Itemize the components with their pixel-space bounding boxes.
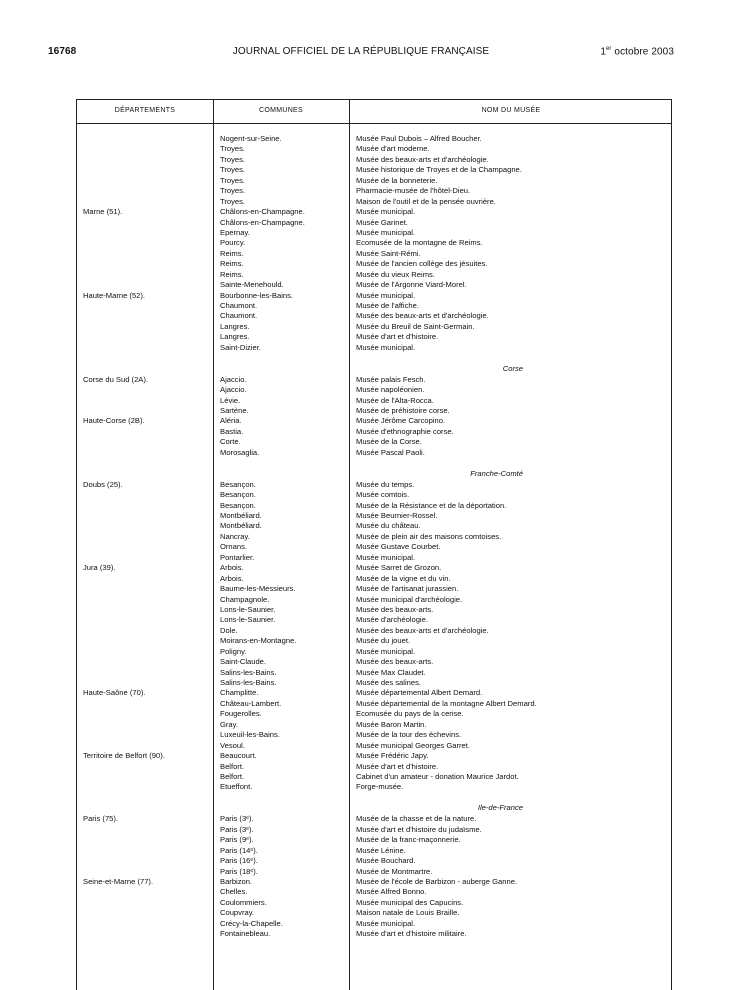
- commune-cell: Besançon.: [220, 479, 256, 489]
- musee-cell: Musée municipal.: [356, 646, 416, 656]
- region-heading: Ile-de-France: [477, 803, 523, 813]
- region-heading-row: [77, 469, 673, 480]
- commune-cell: Paris (16ᵉ).: [220, 856, 258, 866]
- musee-cell: Musée de la vigne et du vin.: [356, 573, 451, 583]
- table-row: [77, 385, 673, 395]
- commune-cell: Nancray.: [220, 531, 250, 541]
- musee-cell: Musée du jouet.: [356, 636, 411, 646]
- musee-cell: Musée du vieux Reims.: [356, 269, 435, 279]
- commune-cell: Chaumont.: [220, 311, 258, 321]
- table-row: [77, 155, 673, 165]
- commune-cell: Troyes.: [220, 165, 246, 175]
- departement-cell: Haute-Marne (52).: [83, 290, 146, 300]
- musee-cell: Musée comtois.: [356, 490, 410, 500]
- commune-cell: Poligny.: [220, 646, 247, 656]
- commune-cell: Nogent-sur-Seine.: [220, 134, 282, 143]
- musee-cell: Musée municipal.: [356, 552, 416, 562]
- commune-cell: Châlons-en-Champagne.: [220, 217, 305, 227]
- commune-cell: Sainte-Menehould.: [220, 280, 284, 290]
- table-row: [77, 322, 673, 332]
- musee-cell: Musée d'art et d'histoire du judaïsme.: [356, 824, 482, 834]
- musee-cell: Musée de la Corse.: [356, 437, 422, 447]
- musee-cell: Musée de Montmartre.: [356, 866, 433, 876]
- musee-cell: Musée Baron Martin.: [356, 719, 427, 729]
- musee-cell: Musée du château.: [356, 521, 421, 531]
- commune-cell: Reims.: [220, 269, 244, 279]
- region-spacer: [77, 458, 673, 469]
- table-row: [77, 678, 673, 688]
- table-row: [77, 825, 673, 835]
- musee-cell: Cabinet d'un amateur - donation Maurice Jardot.: [356, 771, 519, 781]
- commune-cell: Châlons-en-Champagne.: [220, 207, 305, 217]
- musee-cell: Musée d'art et d'histoire militaire.: [356, 929, 467, 939]
- commune-cell: Epernay.: [220, 227, 250, 237]
- musee-cell: Musée historique de Troyes et de la Champagne.: [356, 165, 522, 175]
- table-row: [77, 291, 673, 301]
- table-row: [77, 448, 673, 458]
- musee-cell: Musée des beaux-arts.: [356, 657, 434, 667]
- table-row: [77, 626, 673, 636]
- musee-cell: Musée Gustave Courbet.: [356, 542, 441, 552]
- musee-cell: Musée Garinet.: [356, 217, 408, 227]
- table-row: [77, 396, 673, 406]
- commune-cell: Saint-Claude.: [220, 657, 267, 667]
- issue-date-sup: er: [605, 46, 612, 52]
- commune-cell: Fougerolles.: [220, 709, 262, 719]
- table-row: [77, 929, 673, 939]
- table-row: [77, 814, 673, 824]
- musee-cell: Musée municipal des Capucins.: [356, 897, 464, 907]
- commune-cell: Paris (3ᵉ).: [220, 814, 254, 824]
- departement-cell: Haute-Saône (70).: [83, 688, 146, 698]
- musee-cell: Ecomusée du pays de la cerise.: [356, 709, 464, 719]
- header-divider: [77, 123, 671, 124]
- commune-cell: Etueffont.: [220, 782, 253, 792]
- musee-cell: Musée de l'affiche.: [356, 301, 419, 310]
- table-row: [77, 343, 673, 353]
- commune-cell: Besançon.: [220, 490, 256, 500]
- table-row: [77, 437, 673, 447]
- issue-date-rest: octobre 2003: [611, 46, 674, 58]
- column-header-musee: NOM DU MUSÉE: [481, 107, 541, 114]
- commune-cell: Besançon.: [220, 500, 256, 510]
- commune-cell: Belfort.: [220, 771, 245, 781]
- commune-cell: Paris (14ᵉ).: [220, 845, 258, 855]
- commune-cell: Barbizon.: [220, 876, 253, 886]
- table-row: [77, 521, 673, 531]
- departement-cell: Marne (51).: [83, 207, 123, 217]
- table-row: [77, 511, 673, 521]
- musee-cell: Musée Bouchard.: [356, 856, 416, 866]
- commune-cell: Lons-le-Saunier.: [220, 615, 276, 625]
- table-row: [77, 709, 673, 719]
- musee-cell: Musée du Breuil de Saint-Germain.: [356, 321, 475, 331]
- table-row: [77, 238, 673, 248]
- musee-cell: Musée de l'Alta-Rocca.: [356, 395, 434, 405]
- musee-cell: Musée de la chasse et de la nature.: [356, 814, 477, 824]
- musee-cell: Musée d'archéologie.: [356, 615, 428, 625]
- table-row: [77, 249, 673, 259]
- musee-cell: Musée de l'ancien collège des jésuites.: [356, 259, 488, 269]
- commune-cell: Saint-Dizier.: [220, 342, 261, 352]
- commune-cell: Langres.: [220, 332, 250, 342]
- table-row: [77, 542, 673, 552]
- table-row: [77, 532, 673, 542]
- table-row: [77, 406, 673, 416]
- commune-cell: Corte.: [220, 437, 241, 447]
- musee-cell: Musée municipal d'archéologie.: [356, 594, 463, 604]
- column-header-departements: DÉPARTEMENTS: [114, 107, 176, 114]
- table-row: [77, 741, 673, 751]
- table-row: [77, 762, 673, 772]
- commune-cell: Troyes.: [220, 175, 246, 185]
- commune-cell: Paris (18ᵉ).: [220, 866, 258, 876]
- table-row: [77, 553, 673, 563]
- musee-cell: Musée Beurnier-Rossel.: [356, 511, 438, 520]
- commune-cell: Lévie.: [220, 395, 241, 405]
- commune-cell: Troyes.: [220, 196, 246, 206]
- table-row: [77, 228, 673, 238]
- commune-cell: Lons-le-Saunier.: [220, 604, 276, 614]
- table-row: [77, 584, 673, 594]
- commune-cell: Paris (3ᵉ).: [220, 824, 254, 834]
- commune-cell: Chelles.: [220, 887, 248, 897]
- commune-cell: Vesoul.: [220, 740, 245, 750]
- region-heading: Franche-Comté: [470, 468, 523, 478]
- table-row: [77, 846, 673, 856]
- region-spacer: [77, 793, 673, 804]
- musee-cell: Musée départemental Albert Demard.: [356, 688, 483, 698]
- commune-cell: Château-Lambert.: [220, 698, 282, 708]
- commune-cell: Coupvray.: [220, 908, 255, 918]
- commune-cell: Aléria.: [220, 416, 242, 426]
- musee-cell: Musée de la tour des échevins.: [356, 730, 462, 740]
- musee-cell: Musée municipal.: [356, 918, 416, 928]
- table-body: [77, 134, 673, 940]
- commune-cell: Troyes.: [220, 186, 246, 196]
- table-row: [77, 280, 673, 290]
- musee-cell: Musée d'art moderne.: [356, 144, 430, 154]
- table-row: [77, 186, 673, 196]
- departement-cell: Doubs (25).: [83, 479, 123, 489]
- musee-cell: Musée des beaux-arts et d'archéologie.: [356, 625, 489, 635]
- departement-cell: Jura (39).: [83, 563, 116, 573]
- table-row: [77, 856, 673, 866]
- musee-cell: Pharmacie-musée de l'hôtel-Dieu.: [356, 186, 471, 196]
- table-row: [77, 668, 673, 678]
- page-header: [48, 46, 674, 60]
- column-header-communes: COMMUNES: [258, 107, 303, 114]
- commune-cell: Reims.: [220, 248, 244, 258]
- table-row: [77, 919, 673, 929]
- musee-cell: Musée Pascal Paoli.: [356, 447, 425, 457]
- musee-cell: Musée de la bonneterie.: [356, 175, 438, 185]
- issue-date-day: 1: [600, 46, 606, 58]
- region-spacer: [77, 353, 673, 364]
- commune-cell: Crécy-la-Chapelle.: [220, 918, 283, 928]
- musee-cell: Musée Frédéric Japy.: [356, 751, 429, 761]
- departement-cell: Corse du Sud (2A).: [83, 374, 148, 384]
- commune-cell: Bastia.: [220, 426, 244, 436]
- table-row: [77, 751, 673, 761]
- departement-cell: Seine-et-Marne (77).: [83, 876, 154, 886]
- musee-cell: Musée d'ethnographie corse.: [356, 426, 454, 436]
- musee-cell: Musée de l'école de Barbizon - auberge Ganne.: [356, 876, 518, 886]
- commune-cell: Ajaccio.: [220, 374, 247, 384]
- table-row: [77, 311, 673, 321]
- musee-cell: Musée des beaux-arts et d'archéologie.: [356, 154, 489, 164]
- table-row: [77, 835, 673, 845]
- table-row: [77, 605, 673, 615]
- commune-cell: Dole.: [220, 625, 238, 635]
- commune-cell: Salins-les-Bains.: [220, 678, 277, 687]
- musee-cell: Musée départemental de la montagne Albert Demard.: [356, 698, 537, 708]
- commune-cell: Reims.: [220, 259, 244, 269]
- musee-cell: Musée des beaux-arts et d'archéologie.: [356, 311, 489, 321]
- table-row: [77, 480, 673, 490]
- musee-cell: Musée Paul Dubois – Alfred Boucher.: [356, 134, 482, 143]
- musee-cell: Musée de l'artisanat jurassien.: [356, 584, 459, 594]
- musee-cell: Maison de l'outil et de la pensée ouvrière.: [356, 196, 496, 206]
- commune-cell: Pontarlier.: [220, 552, 255, 562]
- musee-cell: Musée de l'Argonne Viard-Morel.: [356, 280, 467, 290]
- commune-cell: Montbéliard.: [220, 511, 262, 520]
- musee-cell: Musée de plein air des maisons comtoises.: [356, 531, 502, 541]
- table-row: [77, 908, 673, 918]
- table-row: [77, 574, 673, 584]
- departement-cell: Territoire de Belfort (90).: [83, 751, 165, 761]
- table-row: [77, 647, 673, 657]
- table-row: [77, 782, 673, 792]
- musee-cell: Musée municipal.: [356, 207, 416, 217]
- region-heading: Corse: [502, 363, 523, 373]
- musee-cell: Musée Max Claudet.: [356, 667, 426, 677]
- table-row: [77, 270, 673, 280]
- commune-cell: Moirans-en-Montagne.: [220, 636, 297, 646]
- table-row: [77, 730, 673, 740]
- table-row: [77, 259, 673, 269]
- issue-date: [600, 46, 674, 57]
- musee-cell: Musée Sarret de Grozon.: [356, 563, 442, 573]
- musee-cell: Musée municipal Georges Garret.: [356, 740, 470, 750]
- table-row: [77, 218, 673, 228]
- table-row: [77, 699, 673, 709]
- commune-cell: Chaumont.: [220, 301, 258, 310]
- musee-cell: Musée municipal.: [356, 290, 416, 300]
- table-row: [77, 877, 673, 887]
- table-row: [77, 720, 673, 730]
- musee-cell: Musée d'art et d'histoire.: [356, 761, 439, 771]
- region-heading-row: [77, 364, 673, 375]
- table-row: [77, 657, 673, 667]
- table-row: [77, 197, 673, 207]
- table-row: [77, 427, 673, 437]
- table-row: [77, 144, 673, 154]
- musee-cell: Musée napoléonien.: [356, 385, 425, 395]
- commune-cell: Champagnole.: [220, 594, 270, 604]
- commune-cell: Coulommiers.: [220, 897, 267, 907]
- museum-table: [76, 99, 672, 990]
- musee-cell: Forge-musée.: [356, 782, 404, 792]
- table-row: [77, 134, 673, 144]
- table-row: [77, 375, 673, 385]
- table-row: [77, 332, 673, 342]
- musee-cell: Musée d'art et d'histoire.: [356, 332, 439, 342]
- table-row: [77, 615, 673, 625]
- commune-cell: Champlitte.: [220, 688, 259, 698]
- commune-cell: Salins-les-Bains.: [220, 667, 277, 677]
- commune-cell: Langres.: [220, 321, 250, 331]
- commune-cell: Bourbonne-les-Bains.: [220, 290, 294, 300]
- table-row: [77, 165, 673, 175]
- musee-cell: Musée des salines.: [356, 678, 422, 687]
- musee-cell: Musée de préhistoire corse.: [356, 406, 450, 415]
- table-row: [77, 688, 673, 698]
- musee-cell: Musée municipal.: [356, 342, 416, 352]
- departement-cell: Paris (75).: [83, 814, 119, 824]
- commune-cell: Gray.: [220, 719, 239, 729]
- table-row: [77, 563, 673, 573]
- commune-cell: Montbéliard.: [220, 521, 262, 531]
- commune-cell: Arbois.: [220, 573, 244, 583]
- table-row: [77, 772, 673, 782]
- table-row: [77, 490, 673, 500]
- table-row: [77, 595, 673, 605]
- commune-cell: Ornans.: [220, 542, 248, 552]
- table-row: [77, 887, 673, 897]
- commune-cell: Troyes.: [220, 144, 246, 154]
- musee-cell: Musée Alfred Bonno.: [356, 887, 427, 897]
- musee-cell: Musée Jérôme Carcopino.: [356, 416, 446, 426]
- table-row: [77, 898, 673, 908]
- musee-cell: Musée palais Fesch.: [356, 374, 426, 384]
- table-row: [77, 176, 673, 186]
- departement-cell: Haute-Corse (2B).: [83, 416, 145, 426]
- musee-cell: Ecomusée de la montagne de Reims.: [356, 238, 483, 248]
- musee-cell: Musée Lénine.: [356, 845, 406, 855]
- musee-cell: Maison natale de Louis Braille.: [356, 908, 460, 918]
- table-row: [77, 207, 673, 217]
- musee-cell: Musée municipal.: [356, 227, 416, 237]
- table-row: [77, 501, 673, 511]
- commune-cell: Arbois.: [220, 563, 244, 573]
- commune-cell: Belfort.: [220, 761, 245, 771]
- commune-cell: Sartène.: [220, 406, 249, 415]
- musee-cell: Musée de la franc-maçonnerie.: [356, 835, 461, 845]
- page-number: 16768: [48, 46, 77, 57]
- commune-cell: Ajaccio.: [220, 385, 247, 395]
- table-row: [77, 416, 673, 426]
- musee-cell: Musée des beaux-arts.: [356, 604, 434, 614]
- region-heading-row: [77, 803, 673, 814]
- commune-cell: Troyes.: [220, 154, 246, 164]
- commune-cell: Beaucourt.: [220, 751, 257, 761]
- commune-cell: Morosaglia.: [220, 447, 260, 457]
- musee-cell: Musée de la Résistance et de la déportation.: [356, 500, 507, 510]
- commune-cell: Pourcy.: [220, 238, 246, 248]
- musee-cell: Musée Saint-Rémi.: [356, 248, 421, 258]
- table-row: [77, 867, 673, 877]
- commune-cell: Luxeuil-les-Bains.: [220, 730, 280, 740]
- table-row: [77, 636, 673, 646]
- journal-title: JOURNAL OFFICIEL DE LA RÉPUBLIQUE FRANÇAISE: [232, 46, 490, 57]
- commune-cell: Baume-les-Messieurs.: [220, 584, 296, 594]
- table-row: [77, 301, 673, 311]
- commune-cell: Fontainebleau.: [220, 929, 271, 939]
- commune-cell: Paris (9ᵉ).: [220, 835, 254, 845]
- musee-cell: Musée du temps.: [356, 479, 415, 489]
